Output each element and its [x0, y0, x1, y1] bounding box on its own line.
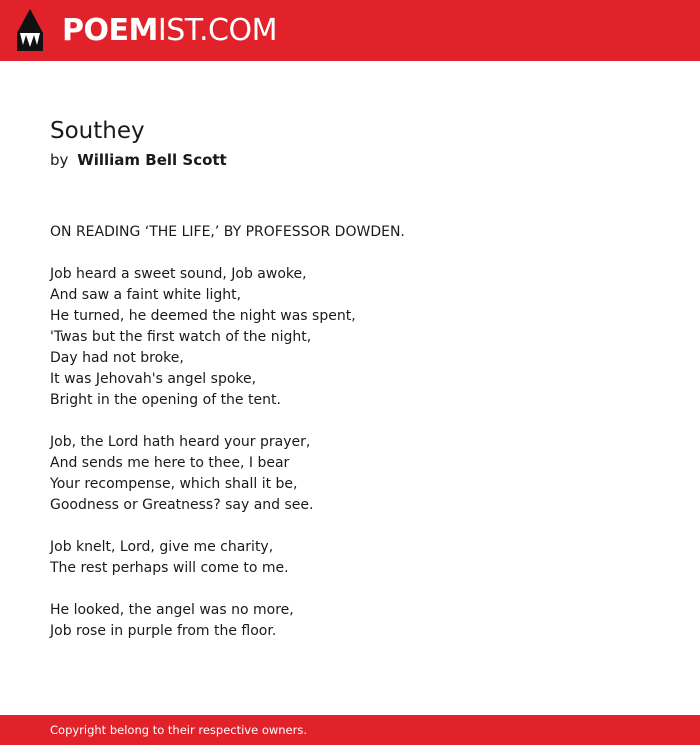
poem-line: He turned, he deemed the night was spent, — [50, 308, 356, 324]
poem-line: Job heard a sweet sound, Job awoke, — [50, 266, 307, 282]
poem-line: Job knelt, Lord, give me charity, — [50, 539, 274, 555]
site-logo[interactable] — [62, 12, 277, 50]
by-label: by — [50, 151, 69, 169]
poem-line: Your recompense, which shall it be, — [50, 476, 298, 492]
poem-line: ON READING ‘THE LIFE,’ BY PROFESSOR DOWDEN. — [50, 224, 405, 240]
poem-line: Job rose in purple from the floor. — [50, 623, 277, 639]
pencil-icon[interactable] — [17, 9, 43, 51]
copyright-text: Copyright belong to their respective owners. — [50, 723, 308, 737]
poem-title: Southey — [50, 118, 145, 144]
poem-line: Goodness or Greatness? say and see. — [50, 497, 314, 513]
poem-body — [50, 222, 670, 642]
author-link[interactable]: William Bell Scott — [77, 151, 227, 169]
poem-line: The rest perhaps will come to me. — [50, 560, 289, 576]
poem-line: It was Jehovah's angel spoke, — [50, 371, 257, 387]
stanza — [50, 432, 670, 516]
stanza — [50, 222, 670, 243]
poem-line: Bright in the opening of the tent. — [50, 392, 281, 408]
stanza — [50, 600, 670, 642]
poem-content — [50, 115, 670, 663]
poem-line: Job, the Lord hath heard your prayer, — [50, 434, 311, 450]
poem-line: Day had not broke, — [50, 350, 184, 366]
logo-text-bold: POEM — [62, 13, 158, 48]
logo-text-light: IST.COM — [157, 13, 277, 48]
poem-line: 'Twas but the first watch of the night, — [50, 329, 312, 345]
byline — [50, 149, 670, 171]
poem-line: And saw a faint white light, — [50, 287, 242, 303]
site-footer — [0, 715, 700, 745]
site-header — [0, 0, 700, 61]
poem-line: He looked, the angel was no more, — [50, 602, 294, 618]
stanza — [50, 264, 670, 411]
poem-line: And sends me here to thee, I bear — [50, 455, 290, 471]
stanza — [50, 537, 670, 579]
